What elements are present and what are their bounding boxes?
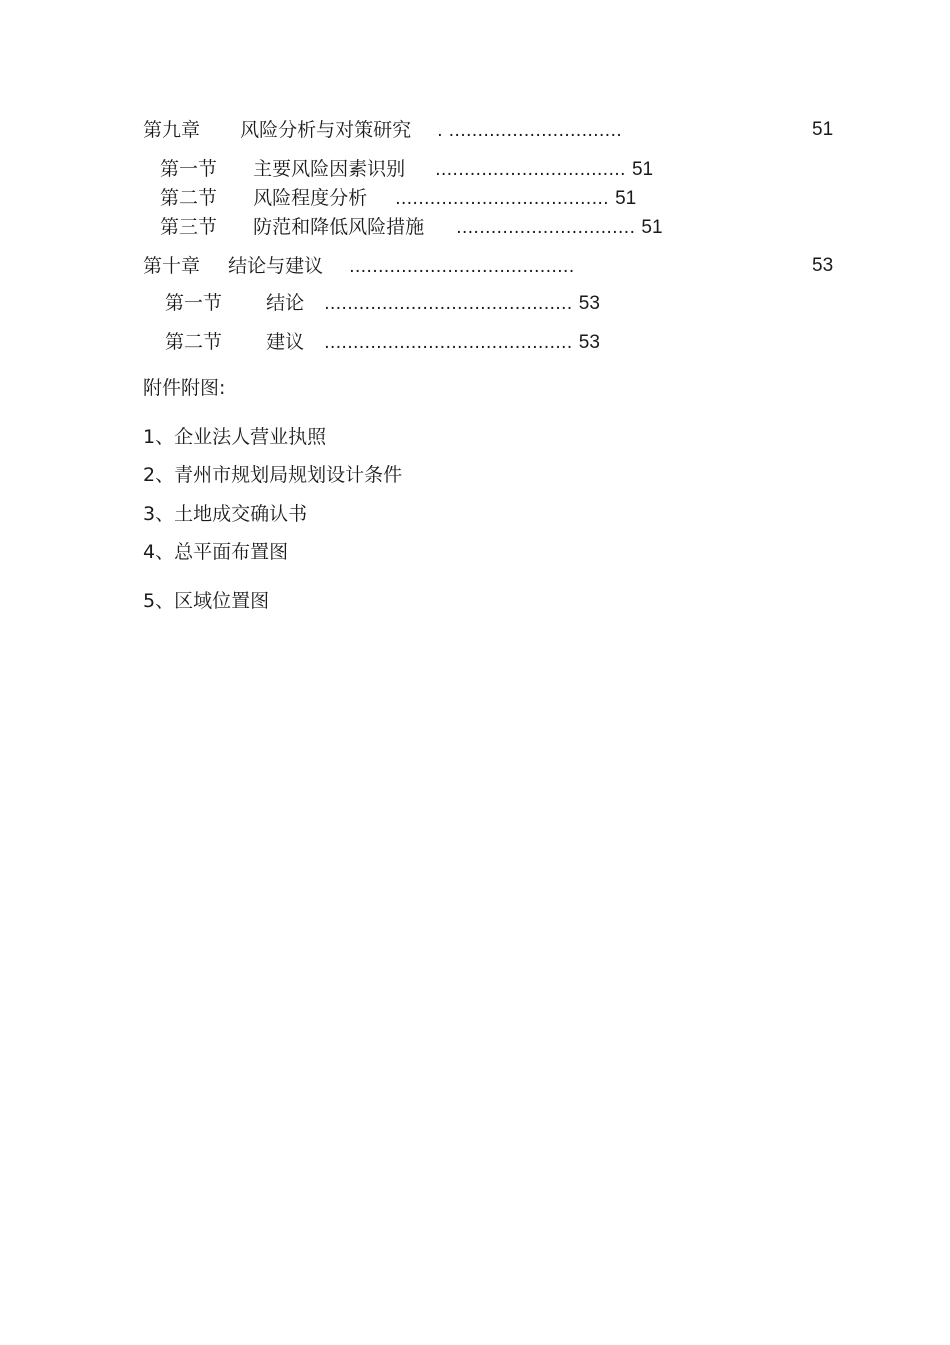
leader-dots: ....................................... <box>349 256 575 277</box>
toc-section-10-1 <box>165 291 600 316</box>
section-title: 防范和降低风险措施 <box>253 216 425 238</box>
section-page-number: 53 <box>578 332 600 353</box>
leader-dots: . .............................. <box>437 120 623 141</box>
leader-dots: ................................. <box>435 159 626 180</box>
toc-section-9-3 <box>160 215 663 240</box>
attachments-heading: 附件附图: <box>143 377 226 399</box>
attachment-item: 5、区域位置图 <box>143 590 270 612</box>
leader-dots: ........................................... <box>324 293 573 314</box>
attachment-item: 3、土地成交确认书 <box>143 503 308 525</box>
section-label: 第二节 <box>160 187 218 209</box>
section-title: 风险程度分析 <box>253 187 368 209</box>
section-page-number: 51 <box>631 159 654 180</box>
chapter-10-page-number: 53 <box>812 255 834 276</box>
section-page-number: 51 <box>641 217 663 238</box>
chapter-label: 第九章 <box>143 119 201 141</box>
toc-section-9-1 <box>160 157 653 182</box>
section-label: 第一节 <box>160 158 218 180</box>
leader-dots: ............................... <box>456 217 636 238</box>
toc-section-10-2 <box>165 330 600 355</box>
section-label: 第二节 <box>165 331 223 353</box>
toc-section-9-2 <box>160 186 636 211</box>
section-label: 第一节 <box>165 292 223 314</box>
section-page-number: 53 <box>578 293 600 314</box>
chapter-9-page-number: 51 <box>812 119 834 140</box>
section-title: 主要风险因素识别 <box>253 158 406 180</box>
attachment-item: 4、总平面布置图 <box>143 541 289 563</box>
chapter-title: 风险分析与对策研究 <box>240 119 412 141</box>
toc-chapter-10 <box>143 254 575 279</box>
toc-chapter-9 <box>143 118 622 143</box>
leader-dots: ........................................... <box>324 332 573 353</box>
section-page-number: 51 <box>615 188 637 209</box>
section-label: 第三节 <box>160 216 218 238</box>
attachment-item: 2、青州市规划局规划设计条件 <box>143 464 403 486</box>
chapter-title: 结论与建议 <box>228 255 324 277</box>
section-title: 建议 <box>266 331 305 353</box>
section-title: 结论 <box>266 292 305 314</box>
attachment-item: 1、企业法人营业执照 <box>143 426 327 448</box>
chapter-label: 第十章 <box>143 255 201 277</box>
leader-dots: ..................................... <box>395 188 610 209</box>
